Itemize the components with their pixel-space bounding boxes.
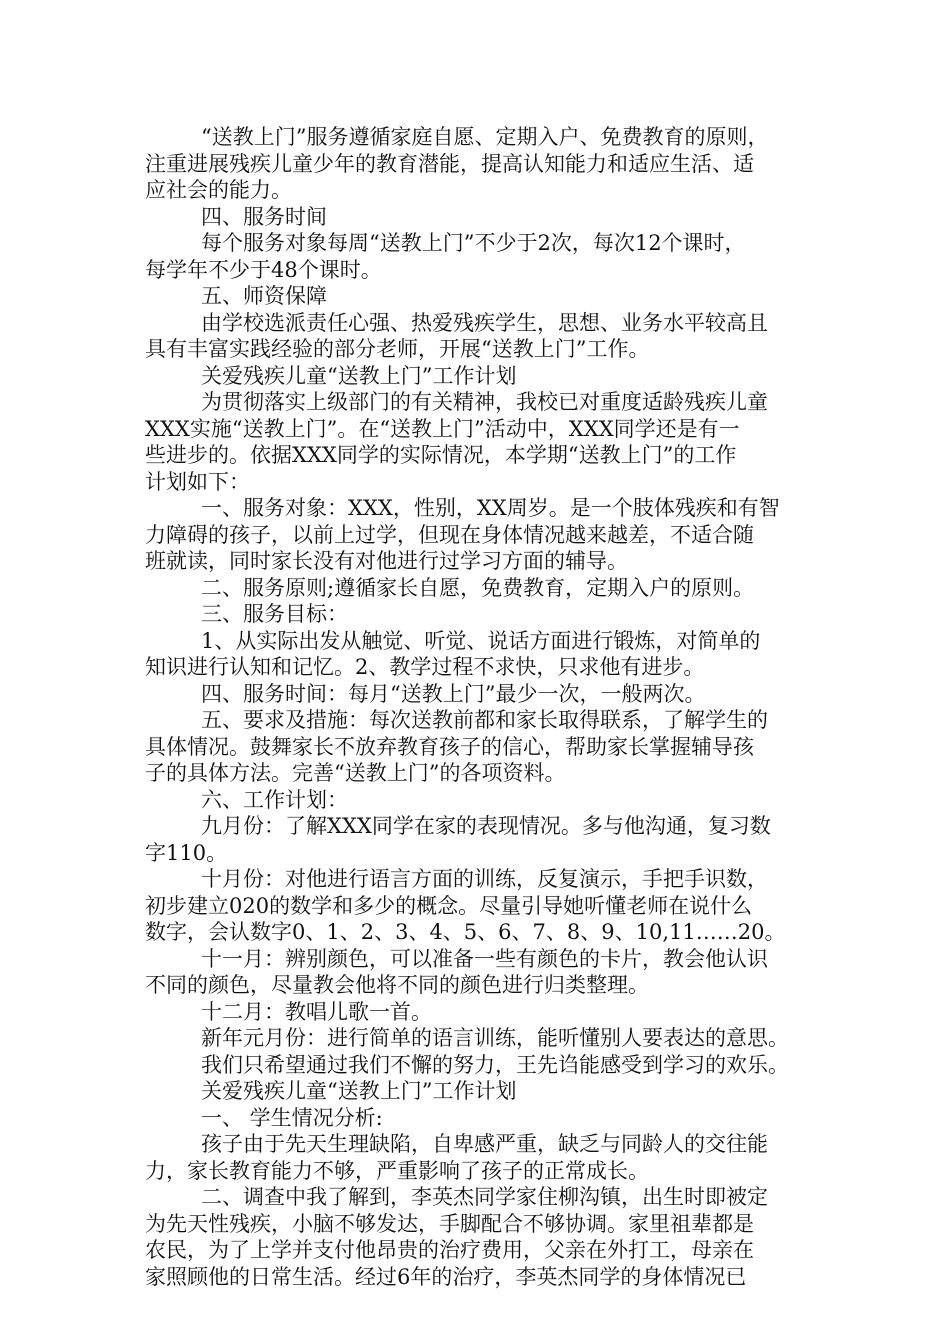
document-body bbox=[145, 124, 810, 1290]
text-line: 知识进行认知和记忆。2、教学过程不求快，只求他有进步。 bbox=[145, 655, 705, 679]
text-line: 十一月：辨别颜色，可以准备一些有颜色的卡片，教会他认识 bbox=[201, 946, 768, 971]
text-line: 力障碍的孩子，以前上过学，但现在身体情况越来越差，不适合随 bbox=[145, 522, 754, 547]
text-line: 数字，会认数字0、1、2、3、4、5、6、7、8、9、10,11……20。 bbox=[145, 920, 786, 944]
text-line: 四、服务时间：每月“送教上门”最少一次，一般两次。 bbox=[201, 681, 706, 706]
text-line: 孩子由于先天生理缺陷，自卑感严重，缺乏与同龄人的交往能 bbox=[201, 1132, 768, 1156]
text-line: 五、师资保障 bbox=[201, 284, 327, 308]
text-line: 为贯彻落实上级部门的有关精神，我校已对重度适龄残疾儿童 bbox=[201, 390, 768, 414]
text-line: 六、工作计划： bbox=[201, 787, 348, 812]
text-line: 每学年不少于48个课时。 bbox=[145, 257, 382, 282]
text-line: XXX实施“送教上门”。在“送教上门”活动中，XXX同学还是有一 bbox=[145, 416, 740, 441]
text-line: 新年元月份：进行简单的语言训练，能听懂别人要表达的意思。 bbox=[201, 1026, 789, 1050]
text-line: 关爱残疾儿童“送教上门”工作计划 bbox=[201, 1079, 517, 1103]
text-line: 班就读，同时家长没有对他进行过学习方面的辅导。 bbox=[145, 549, 628, 573]
text-line: 五、要求及措施：每次送教前都和家长取得联系，了解学生的 bbox=[201, 708, 768, 732]
text-line: 每个服务对象每周“送教上门”不少于2次，每次12个课时， bbox=[201, 231, 746, 255]
text-line: 初步建立020的数学和多少的概念。尽量引导她听懂老师在说什么 bbox=[145, 893, 753, 918]
text-line: 力，家长教育能力不够，严重影响了孩子的正常成长。 bbox=[145, 1158, 649, 1183]
text-line: 四、服务时间 bbox=[201, 204, 327, 229]
text-line: 农民，为了上学并支付他昂贵的治疗费用，父亲在外打工，母亲在 bbox=[145, 1238, 754, 1262]
text-line: 1、从实际出发从触觉、听觉、说话方面进行锻炼，对简单的 bbox=[201, 628, 761, 653]
text-line: “送教上门”服务遵循家庭自愿、定期入户、免费教育的原则， bbox=[201, 125, 769, 149]
text-line: 十月份：对他进行语言方面的训练，反复演示，手把手识数， bbox=[201, 867, 768, 891]
text-line: 不同的颜色，尽量教会他将不同的颜色进行归类整理。 bbox=[145, 973, 649, 997]
text-line: 由学校选派责任心强、热爱残疾学生，思想、业务水平较高且 bbox=[201, 310, 768, 335]
text-line: 二、服务原则;遵循家长自愿，免费教育，定期入户的原则。 bbox=[201, 575, 755, 600]
text-line: 子的具体方法。完善“送教上门”的各项资料。 bbox=[145, 761, 566, 785]
text-line: 二、调查中我了解到，李英杰同学家住柳沟镇，出生时即被定 bbox=[201, 1185, 768, 1209]
text-line: 关爱残疾儿童“送教上门”工作计划 bbox=[201, 363, 517, 388]
text-line: 具有丰富实践经验的部分老师，开展“送教上门”工作。 bbox=[145, 337, 650, 361]
text-line: 三、服务目标： bbox=[201, 602, 348, 626]
text-line: 十二月：教唱儿歌一首。 bbox=[201, 999, 432, 1024]
text-line: 具体情况。鼓舞家长不放弃教育孩子的信心，帮助家长掌握辅导孩 bbox=[145, 734, 754, 759]
text-line: 字110。 bbox=[145, 840, 228, 865]
text-line: 九月份：了解XXX同学在家的表现情况。多与他沟通，复习数 bbox=[201, 814, 771, 838]
text-line: 计划如下： bbox=[145, 469, 250, 494]
text-line: 为先天性残疾，小脑不够发达，手脚配合不够协调。家里祖辈都是 bbox=[145, 1211, 754, 1236]
text-line: 一、 学生情况分析: bbox=[201, 1105, 383, 1130]
text-line: 家照顾他的日常生活。经过6年的治疗，李英杰同学的身体情况已 bbox=[145, 1264, 747, 1289]
text-line: 一、服务对象：XXX，性别，XX周岁。是一个肢体残疾和有智 bbox=[201, 496, 780, 520]
text-line: 我们只希望通过我们不懈的努力，王先诌能感受到学习的欢乐。 bbox=[201, 1052, 789, 1077]
text-line: 应社会的能力。 bbox=[145, 178, 292, 202]
text-line: 注重进展残疾儿童少年的教育潜能，提高认知能力和适应生活、适 bbox=[145, 151, 754, 176]
text-line: 些进步的。依据XXX同学的实际情况，本学期“送教上门”的工作 bbox=[145, 443, 737, 467]
